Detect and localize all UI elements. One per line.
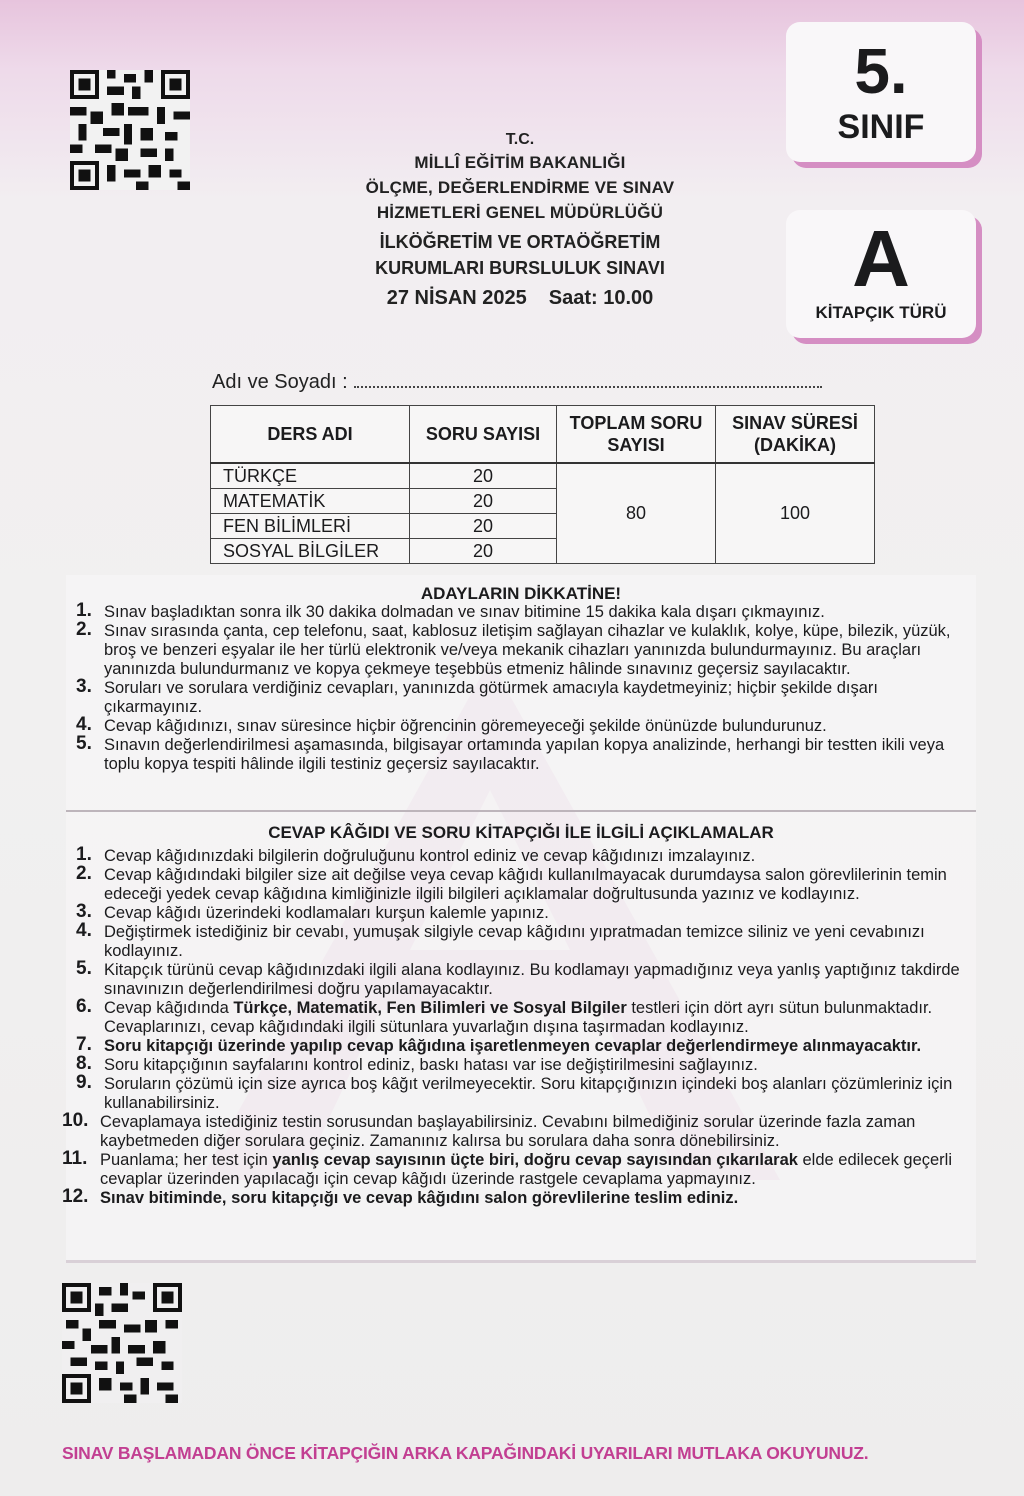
answer-sheet-notes-list bbox=[62, 844, 974, 1208]
list-item: 10. Cevaplamaya istediğiniz testin sorusundan başlayabilirsiniz. Cevabını bilmediğiniz sorular üzerinde fazla zaman kaybetmeden diğer sorulara geçiniz. Zamanınız kalırsa bu sorulara daha sonra dönebilirsiniz. bbox=[62, 1110, 916, 1150]
list-item: 8. Soru kitapçığının sayfalarını kontrol ediniz, baskı hatası var ise değiştirilmesini sağlayınız. bbox=[76, 1053, 758, 1074]
list-item: 2. Sınav sırasında çanta, cep telefonu, saat, kablosuz iletişim sağlayan cihazlar ve kulaklık, kolye, küpe, bilezik, yüzük, broş ve benzeri eşyalar ile her türlü elektronik ve/veya mekanik cihazları yanınızda bulundurmayınız. Bu araçları yanınızda bulundurmanız ve kopya çekmeye teşebbüs etmeniz hâlinde sınavınız geçersiz sayılacaktır. bbox=[76, 619, 951, 678]
subject-count: 20 bbox=[410, 514, 557, 539]
booklet-label: KİTAPÇIK TÜRÜ bbox=[815, 303, 947, 322]
list-item: 6. Cevap kâğıdında Türkçe, Matematik, Fen Bilimleri ve Sosyal Bilgiler testleri için dört ayrı sütun bulunmaktadır. Cevaplarınızı, cevap kâğıdındaki ilgili sütunlara yuvarlağın dışına taşırmadan kodlayınız. bbox=[76, 996, 933, 1036]
booklet-letter: A bbox=[852, 214, 910, 303]
list-item: 12. Sınav bitiminde, soru kitapçığı ve cevap kâğıdını salon görevlilerine teslim ediniz. bbox=[62, 1186, 739, 1207]
list-item: 11. Puanlama; her test için yanlış cevap sayısının üçte biri, doğru cevap sayısından çıkarılarak elde edilecek geçerli cevaplar üzerinden yapılacağı için cevap kâğıdı üzerinde rastgele cevaplama yapmayınız. bbox=[62, 1148, 953, 1188]
table-row bbox=[211, 463, 875, 489]
exam-name-line1: İLKÖĞRETİM VE ORTAÖĞRETİM bbox=[379, 232, 661, 252]
qr-code-icon bbox=[70, 70, 190, 190]
candidates-notice-title: ADAYLARIN DİKKATİNE! bbox=[420, 584, 622, 603]
name-field-label: Adı ve Soyadı : bbox=[212, 371, 348, 393]
exam-date: 27 NİSAN 2025 bbox=[386, 287, 527, 309]
exam-date-time bbox=[300, 281, 740, 315]
subject-count: 20 bbox=[410, 463, 557, 489]
subject-count: 20 bbox=[410, 539, 557, 564]
header-total-questions: TOPLAM SORU SAYISI bbox=[557, 406, 716, 464]
ministry-name: MİLLÎ EĞİTİM BAKANLIĞI bbox=[414, 153, 626, 172]
header-subject: DERS ADI bbox=[211, 406, 410, 464]
subject-name: FEN BİLİMLERİ bbox=[211, 514, 410, 539]
list-item: 2. Cevap kâğıdındaki bilgiler size ait değilse veya cevap kâğıdı kullanılmayacak durumdaysa salon görevlilerinin temin edeceği yedek cevap kâğıdına kimliğinizle ilgili bilgileri açıklamalar doğrultusunda yazınız ve kodlayınız. bbox=[76, 863, 947, 903]
subject-name: MATEMATİK bbox=[211, 489, 410, 514]
grade-number: 5. bbox=[854, 35, 908, 107]
subject-name: SOSYAL BİLGİLER bbox=[211, 539, 410, 564]
footer-warning: SINAV BAŞLAMADAN ÖNCE KİTAPÇIĞIN ARKA KAPAĞINDAKİ UYARILARI MUTLAKA OKUYUNUZ. bbox=[62, 1443, 869, 1463]
exam-time: Saat: 10.00 bbox=[548, 287, 654, 309]
name-field[interactable] bbox=[212, 368, 822, 394]
qr-code-icon bbox=[62, 1283, 182, 1403]
list-item: 1. Cevap kâğıdınızdaki bilgilerin doğruluğunu kontrol ediniz ve cevap kâğıdınızı imzalayınız. bbox=[76, 844, 756, 865]
booklet-type-badge bbox=[786, 210, 976, 338]
header-duration: SINAV SÜRESİ (DAKİKA) bbox=[716, 406, 875, 464]
subjects-table bbox=[210, 405, 875, 564]
answer-sheet-notes-title: CEVAP KÂĞIDI VE SORU KİTAPÇIĞI İLE İLGİLİ AÇIKLAMALAR bbox=[268, 823, 774, 842]
candidates-notice-list bbox=[76, 600, 974, 774]
country-label: T.C. bbox=[505, 131, 535, 148]
grade-badge bbox=[786, 22, 976, 162]
list-item: 4. Değiştirmek istediğiniz bir cevabı, yumuşak silgiyle cevap kâğıdını yıpratmadan temizce siliniz ve yeni cevabınızı kodlayınız. bbox=[76, 920, 925, 960]
list-item: 5. Sınavın değerlendirilmesi aşamasında, bilgisayar ortamında yapılan kopya analizinde, herhangi bir testten ikili veya toplu kopya tespiti hâlinde ilgili testiniz geçersiz sayılacaktır. bbox=[76, 733, 945, 773]
section-divider bbox=[66, 810, 976, 812]
department-name-line2: HİZMETLERİ GENEL MÜDÜRLÜĞÜ bbox=[376, 203, 664, 222]
exam-name-line2: KURUMLARI BURSLULUK SINAVI bbox=[375, 258, 665, 278]
list-item: 4. Cevap kâğıdınızı, sınav süresince hiçbir öğrencinin göremeyeceği şekilde önünüzde bulundurunuz. bbox=[76, 714, 827, 735]
department-name-line1: ÖLÇME, DEĞERLENDİRME VE SINAV bbox=[365, 178, 675, 197]
list-item: 3. Soruları ve sorulara verdiğiniz cevapları, yanınızda götürmek amacıyla kaydetmeyiniz; hiçbir şekilde dışarı çıkarmayınız. bbox=[76, 676, 879, 716]
list-item: 7. Soru kitapçığı üzerinde yapılıp cevap kâğıdına işaretlenmeyen cevaplar değerlendirmeye alınmayacaktır. bbox=[76, 1034, 922, 1055]
total-questions: 80 bbox=[557, 463, 716, 564]
list-item: 3. Cevap kâğıdı üzerindeki kodlamaları kurşun kalemle yapınız. bbox=[76, 901, 549, 922]
subject-count: 20 bbox=[410, 489, 557, 514]
list-item: 1. Sınav başladıktan sonra ilk 30 dakika dolmadan ve sınav bitimine 15 dakika kala dışarı çıkmayınız. bbox=[76, 600, 825, 621]
exam-duration: 100 bbox=[716, 463, 875, 564]
grade-label: SINIF bbox=[837, 108, 925, 146]
exam-header bbox=[300, 130, 740, 315]
list-item: 9. Soruların çözümü için size ayrıca boş kâğıt verilmeyecektir. Soru kitapçığınızın içindeki boş alanları çözümleriniz için kullanabilirsiniz. bbox=[76, 1072, 953, 1112]
header-question-count: SORU SAYISI bbox=[410, 406, 557, 464]
subject-name: TÜRKÇE bbox=[211, 463, 410, 489]
name-field-line[interactable] bbox=[354, 368, 822, 388]
list-item: 5. Kitapçık türünü cevap kâğıdınızdaki ilgili alana kodlayınız. Bu kodlamayı yapmadığınız veya yanlış yaptığınız takdirde sınavınızın değerlendirilmesi doğru yapılamayacaktır. bbox=[76, 958, 960, 998]
